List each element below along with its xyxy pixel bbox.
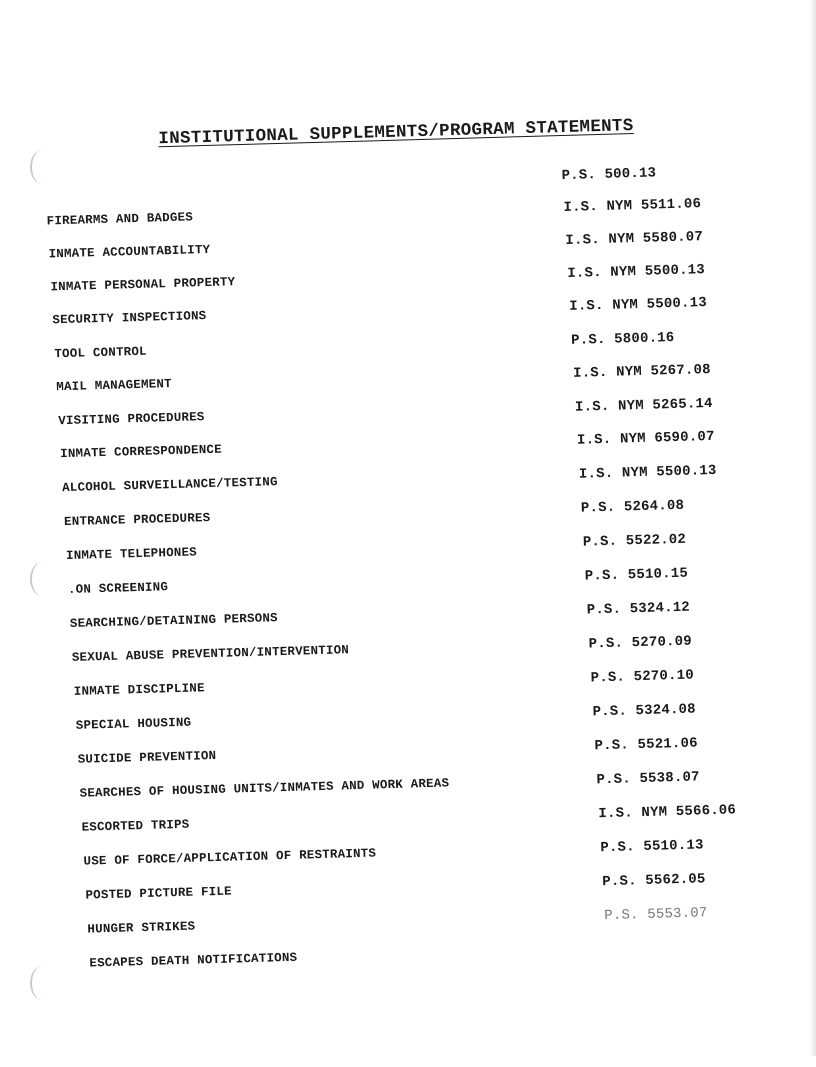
reference-number: P.S. 5562.05 — [602, 871, 706, 891]
subject-label: HUNGER STRIKES — [87, 919, 196, 937]
subject-label: SEARCHING/DETAINING PERSONS — [69, 611, 278, 631]
reference-number: P.S. 5324.08 — [592, 701, 697, 721]
reference-number: P.S. 5264.08 — [580, 497, 685, 517]
reference-number: P.S. 5800.16 — [571, 329, 675, 349]
subject-label: INMATE CORRESPONDENCE — [59, 442, 223, 462]
subject-label: POSTED PICTURE FILE — [85, 884, 232, 903]
subject-label: SPECIAL HOUSING — [75, 715, 192, 733]
reference-number: I.S. NYM 5580.07 — [565, 229, 704, 249]
document-title: INSTITUTIONAL SUPPLEMENTS/PROGRAM STATEMENTS — [158, 116, 634, 150]
reference-number: I.S. NYM 5511.06 — [563, 196, 702, 217]
reference-number: I.S. NYM 6590.07 — [576, 428, 715, 449]
subject-label: ESCORTED TRIPS — [81, 817, 190, 835]
subject-label: SEARCHES OF HOUSING UNITS/INMATES AND WORK AREAS — [79, 776, 450, 801]
reference-number: P.S. 5510.15 — [584, 565, 689, 585]
subject-label: SUICIDE PREVENTION — [77, 748, 217, 767]
reference-number: I.S. NYM 5566.06 — [598, 802, 737, 823]
reference-number: I.S. NYM 5265.14 — [574, 395, 713, 416]
reference-number: I.S. NYM 5267.08 — [572, 361, 711, 382]
subject-label: ESCAPES DEATH NOTIFICATIONS — [89, 950, 298, 971]
subject-label: TOOL CONTROL — [54, 344, 147, 362]
subject-label: USE OF FORCE/APPLICATION OF RESTRAINTS — [83, 846, 377, 869]
subject-label: VISITING PROCEDURES — [58, 410, 205, 429]
reference-number: P.S. 5270.10 — [590, 667, 695, 687]
reference-number: P.S. 5538.07 — [596, 769, 700, 789]
reference-number: I.S. NYM 5500.13 — [578, 462, 717, 483]
reference-number: P.S. 500.13 — [561, 165, 657, 185]
reference-number: P.S. 5553.07 — [604, 905, 708, 925]
subject-label: INMATE ACCOUNTABILITY — [48, 242, 211, 262]
subject-label: SECURITY INSPECTIONS — [52, 309, 207, 328]
reference-number: P.S. 5270.09 — [588, 633, 693, 653]
subject-label: MAIL MANAGEMENT — [56, 377, 173, 395]
reference-number: I.S. NYM 5500.13 — [567, 262, 706, 282]
subject-label: FIREARMS AND BADGES — [46, 210, 194, 229]
reference-number: P.S. 5324.12 — [586, 599, 691, 619]
subject-label: INMATE TELEPHONES — [65, 545, 198, 564]
subject-label: .ON SCREENING — [67, 580, 169, 598]
subject-label: INMATE DISCIPLINE — [73, 681, 205, 699]
subject-label: INMATE PERSONAL PROPERTY — [50, 275, 236, 295]
subject-label: SEXUAL ABUSE PREVENTION/INTERVENTION — [71, 643, 350, 665]
subject-label: ALCOHOL SURVEILLANCE/TESTING — [61, 475, 278, 496]
reference-number: P.S. 5521.06 — [594, 735, 698, 755]
reference-number: P.S. 5510.13 — [600, 837, 704, 857]
reference-number: P.S. 5522.02 — [582, 531, 687, 551]
subject-label: ENTRANCE PROCEDURES — [63, 511, 211, 530]
reference-number: I.S. NYM 5500.13 — [569, 295, 708, 315]
